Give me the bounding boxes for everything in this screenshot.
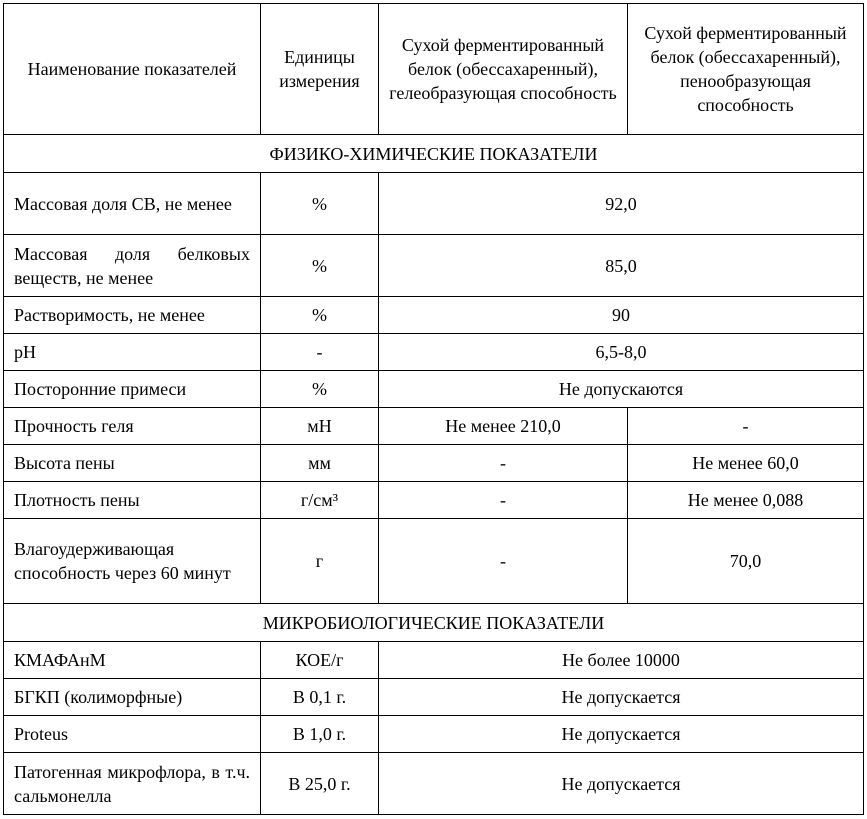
- indicator-name: Посторонние примеси: [4, 371, 261, 408]
- table-row: [4, 173, 864, 235]
- table-row: [4, 334, 864, 371]
- gel-value: -: [379, 445, 628, 482]
- indicator-unit: %: [261, 235, 379, 297]
- indicator-unit: -: [261, 334, 379, 371]
- indicator-unit: мм: [261, 445, 379, 482]
- section-title-micro: МИКРОБИОЛОГИЧЕСКИЕ ПОКАЗАТЕЛИ: [4, 604, 864, 642]
- indicator-name: Высота пены: [4, 445, 261, 482]
- section-row-micro: [4, 604, 864, 642]
- specification-table: [3, 3, 864, 815]
- table-row: [4, 519, 864, 604]
- table-row: [4, 297, 864, 334]
- indicator-value: Не допускается: [379, 753, 864, 815]
- indicator-name: Прочность геля: [4, 408, 261, 445]
- table-row: [4, 235, 864, 297]
- indicator-unit: В 25,0 г.: [261, 753, 379, 815]
- table-row: [4, 408, 864, 445]
- gel-value: -: [379, 519, 628, 604]
- table-row: [4, 716, 864, 753]
- header-foam-forming: Сухой ферментированный белок (обессахаренный), пенообразующая способность: [628, 4, 864, 135]
- indicator-value: Не допускается: [379, 716, 864, 753]
- indicator-unit: В 0,1 г.: [261, 679, 379, 716]
- indicator-value: 85,0: [379, 235, 864, 297]
- table-row: [4, 371, 864, 408]
- indicator-name: Патогенная микрофлора, в т.ч. сальмонелла: [4, 753, 261, 815]
- indicator-name: Плотность пены: [4, 482, 261, 519]
- indicator-value: Не допускается: [379, 679, 864, 716]
- table-row: [4, 482, 864, 519]
- indicator-name: Массовая доля белковых веществ, не менее: [4, 235, 261, 297]
- indicator-name: Влагоудерживающая способность через 60 минут: [4, 519, 261, 604]
- header-gel-forming: Сухой ферментированный белок (обессахаренный), гелеобразующая способность: [379, 4, 628, 135]
- header-unit: Единицы измерения: [261, 4, 379, 135]
- indicator-name: pH: [4, 334, 261, 371]
- indicator-name: Proteus: [4, 716, 261, 753]
- indicator-unit: %: [261, 173, 379, 235]
- table-row: [4, 753, 864, 815]
- table-header-row: [4, 4, 864, 135]
- indicator-name: БГКП (колиморфные): [4, 679, 261, 716]
- indicator-name: Растворимость, не менее: [4, 297, 261, 334]
- header-indicator-name: Наименование показателей: [4, 4, 261, 135]
- foam-value: Не менее 0,088: [628, 482, 864, 519]
- section-row-physchem: [4, 135, 864, 173]
- indicator-name: КМАФАнМ: [4, 642, 261, 679]
- indicator-unit: %: [261, 371, 379, 408]
- gel-value: -: [379, 482, 628, 519]
- foam-value: 70,0: [628, 519, 864, 604]
- table-row: [4, 445, 864, 482]
- table-row: [4, 679, 864, 716]
- section-title-physchem: ФИЗИКО-ХИМИЧЕСКИЕ ПОКАЗАТЕЛИ: [4, 135, 864, 173]
- indicator-unit: г: [261, 519, 379, 604]
- indicator-value: 6,5-8,0: [379, 334, 864, 371]
- foam-value: Не менее 60,0: [628, 445, 864, 482]
- indicator-value: Не допускаются: [379, 371, 864, 408]
- indicator-unit: КОЕ/г: [261, 642, 379, 679]
- indicator-unit: %: [261, 297, 379, 334]
- foam-value: -: [628, 408, 864, 445]
- indicator-name: Массовая доля СВ, не менее: [4, 173, 261, 235]
- indicator-value: 90: [379, 297, 864, 334]
- indicator-value: Не более 10000: [379, 642, 864, 679]
- indicator-unit: мН: [261, 408, 379, 445]
- indicator-value: 92,0: [379, 173, 864, 235]
- indicator-unit: В 1,0 г.: [261, 716, 379, 753]
- gel-value: Не менее 210,0: [379, 408, 628, 445]
- indicator-unit: г/см³: [261, 482, 379, 519]
- table-row: [4, 642, 864, 679]
